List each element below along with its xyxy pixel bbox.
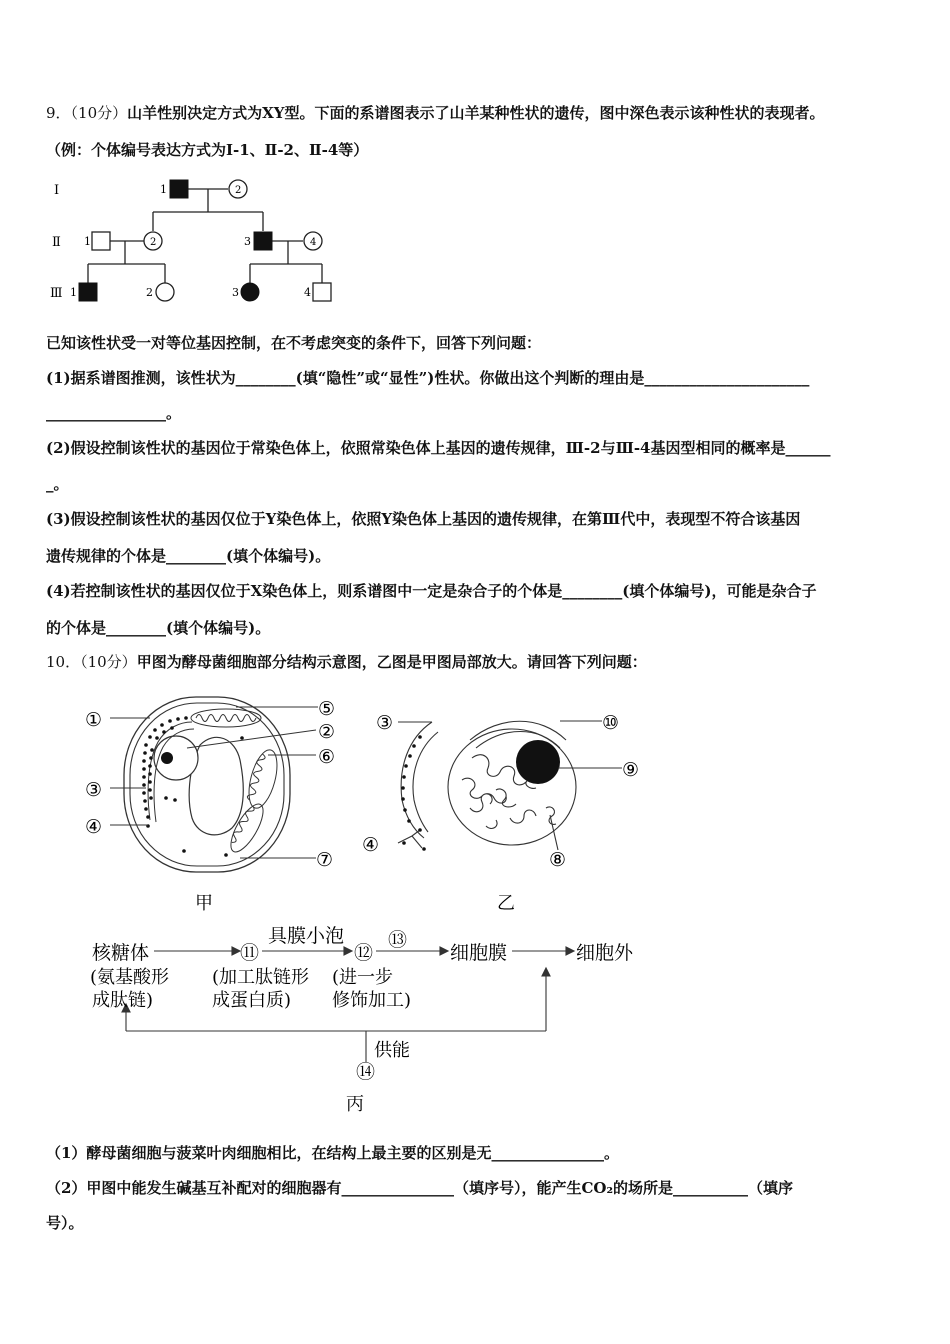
- q10-sub1: （1）酵母菌细胞与菠菜叶肉细胞相比，在结构上最主要的区别是无_______________。: [46, 1144, 619, 1162]
- q10-number: 10．（10分）: [46, 653, 137, 671]
- label-yi: 乙: [497, 893, 515, 914]
- flow-c14: ⑭: [356, 1061, 376, 1083]
- cell-yi: [401, 721, 576, 850]
- gen-label-2: Ⅱ: [52, 235, 61, 250]
- flow-outside: 细胞外: [576, 942, 634, 964]
- q9-intro: 已知该性状受一对等位基因控制，在不考虑突变的条件下，回答下列问题：: [46, 334, 542, 352]
- flow-c11-note2: 成蛋白质): [212, 990, 292, 1011]
- pedigree-III-1-num: 1: [70, 286, 77, 299]
- q10-sub2-line2: 号）。: [46, 1214, 84, 1232]
- pedigree-III-3-num: 3: [232, 286, 239, 299]
- label-c1: ①: [85, 709, 103, 731]
- q9-part1-line1: (1)据系谱图推测，该性状为________(填“隐性”或“显性”)性状。你做出这个判断的理由是______________________: [46, 369, 810, 387]
- label-c4-yi: ④: [362, 834, 380, 856]
- q9-example: （例：个体编号表达方式为Ⅰ-1、Ⅱ-2、Ⅱ-4等）: [46, 141, 369, 159]
- flow-c11: ⑪: [240, 942, 260, 964]
- label-c10: ⑩: [602, 712, 620, 734]
- label-jia: 甲: [195, 893, 213, 914]
- pedigree-I-2-num: 2: [235, 185, 242, 196]
- label-c7: ⑦: [316, 849, 334, 871]
- q9-stem-text: 山羊性别决定方式为XY型。下面的系谱图表示了山羊某种性状的遗传，图中深色表示该种性状的表现者。: [127, 104, 825, 122]
- gen-label-1: Ⅰ: [54, 183, 60, 198]
- label-c6: ⑥: [318, 746, 336, 768]
- flow-c12-note2: 修饰加工): [332, 990, 412, 1011]
- q9-part3-line2: 遗传规律的个体是________(填个体编号)。: [46, 547, 331, 565]
- q9-part3-line1: (3)假设控制该性状的基因仅位于Y染色体上，依照Y染色体上基因的遗传规律，在第Ⅲ代中，表现型不符合该基因: [46, 510, 801, 528]
- label-c3-yi: ③: [376, 712, 394, 734]
- pedigree-III-4-num: 4: [304, 286, 311, 299]
- q10-sub2-line1: （2）甲图中能发生碱基互补配对的细胞器有_______________（填序号），能产生CO₂的场所是__________（填序: [46, 1179, 794, 1197]
- pedigree-II-1-num: 1: [84, 235, 91, 248]
- pedigree-II-4-num: 4: [310, 237, 317, 248]
- gen-label-3: Ⅲ: [50, 286, 63, 301]
- pedigree-I-1-num: 1: [160, 183, 167, 196]
- flow-membrane: 细胞膜: [450, 942, 508, 964]
- q9-part4-line2: 的个体是________(填个体编号)。: [46, 619, 271, 637]
- flow-c13: ⑬: [388, 929, 408, 951]
- label-bing: 丙: [346, 1094, 364, 1115]
- yi-ribosomes: [401, 735, 422, 823]
- pedigree-II-2-num: 2: [150, 237, 157, 248]
- label-c5: ⑤: [318, 698, 336, 720]
- q9-part4-line1: (4)若控制该性状的基因仅位于X染色体上，则系谱图中一定是杂合子的个体是________(填个体编号)，可能是杂合子: [46, 582, 817, 600]
- flow-c12: ⑫: [354, 942, 374, 964]
- flow-c11-note1: (加工肽链形: [212, 967, 310, 988]
- flow-c12-note1: (进一步: [332, 967, 394, 988]
- flow-ribosome: 核糖体: [92, 942, 150, 964]
- q9-part2-line2: _。: [46, 475, 69, 493]
- cell-jia: [110, 697, 318, 872]
- flow-ribosome-note2: 成肽链): [92, 990, 154, 1011]
- q9-part2-line1: (2)假设控制该性状的基因位于常染色体上，依照常染色体上基因的遗传规律，Ⅲ-2与Ⅲ-4基因型相同的概率是______: [46, 439, 831, 457]
- q9-part1-line2: ________________。: [46, 404, 182, 422]
- label-c9: ⑨: [622, 759, 640, 781]
- flow-ribosome-note1: (氨基酸形: [90, 967, 170, 988]
- pedigree-II-3-num: 3: [244, 235, 251, 248]
- label-c4: ④: [85, 816, 103, 838]
- label-c8: ⑧: [549, 849, 567, 871]
- q9-number: 9．（10分）: [46, 104, 128, 122]
- nucleolus: [516, 740, 560, 784]
- q10-stem-text: 甲图为酵母菌细胞部分结构示意图，乙图是甲图局部放大。请回答下列问题：: [136, 653, 647, 671]
- flow-energy: 供能: [374, 1040, 410, 1061]
- flow-vesicle: 具膜小泡: [268, 925, 345, 947]
- pedigree-III-2-num: 2: [146, 286, 153, 299]
- label-c3: ③: [85, 779, 103, 801]
- label-c2: ②: [318, 721, 336, 743]
